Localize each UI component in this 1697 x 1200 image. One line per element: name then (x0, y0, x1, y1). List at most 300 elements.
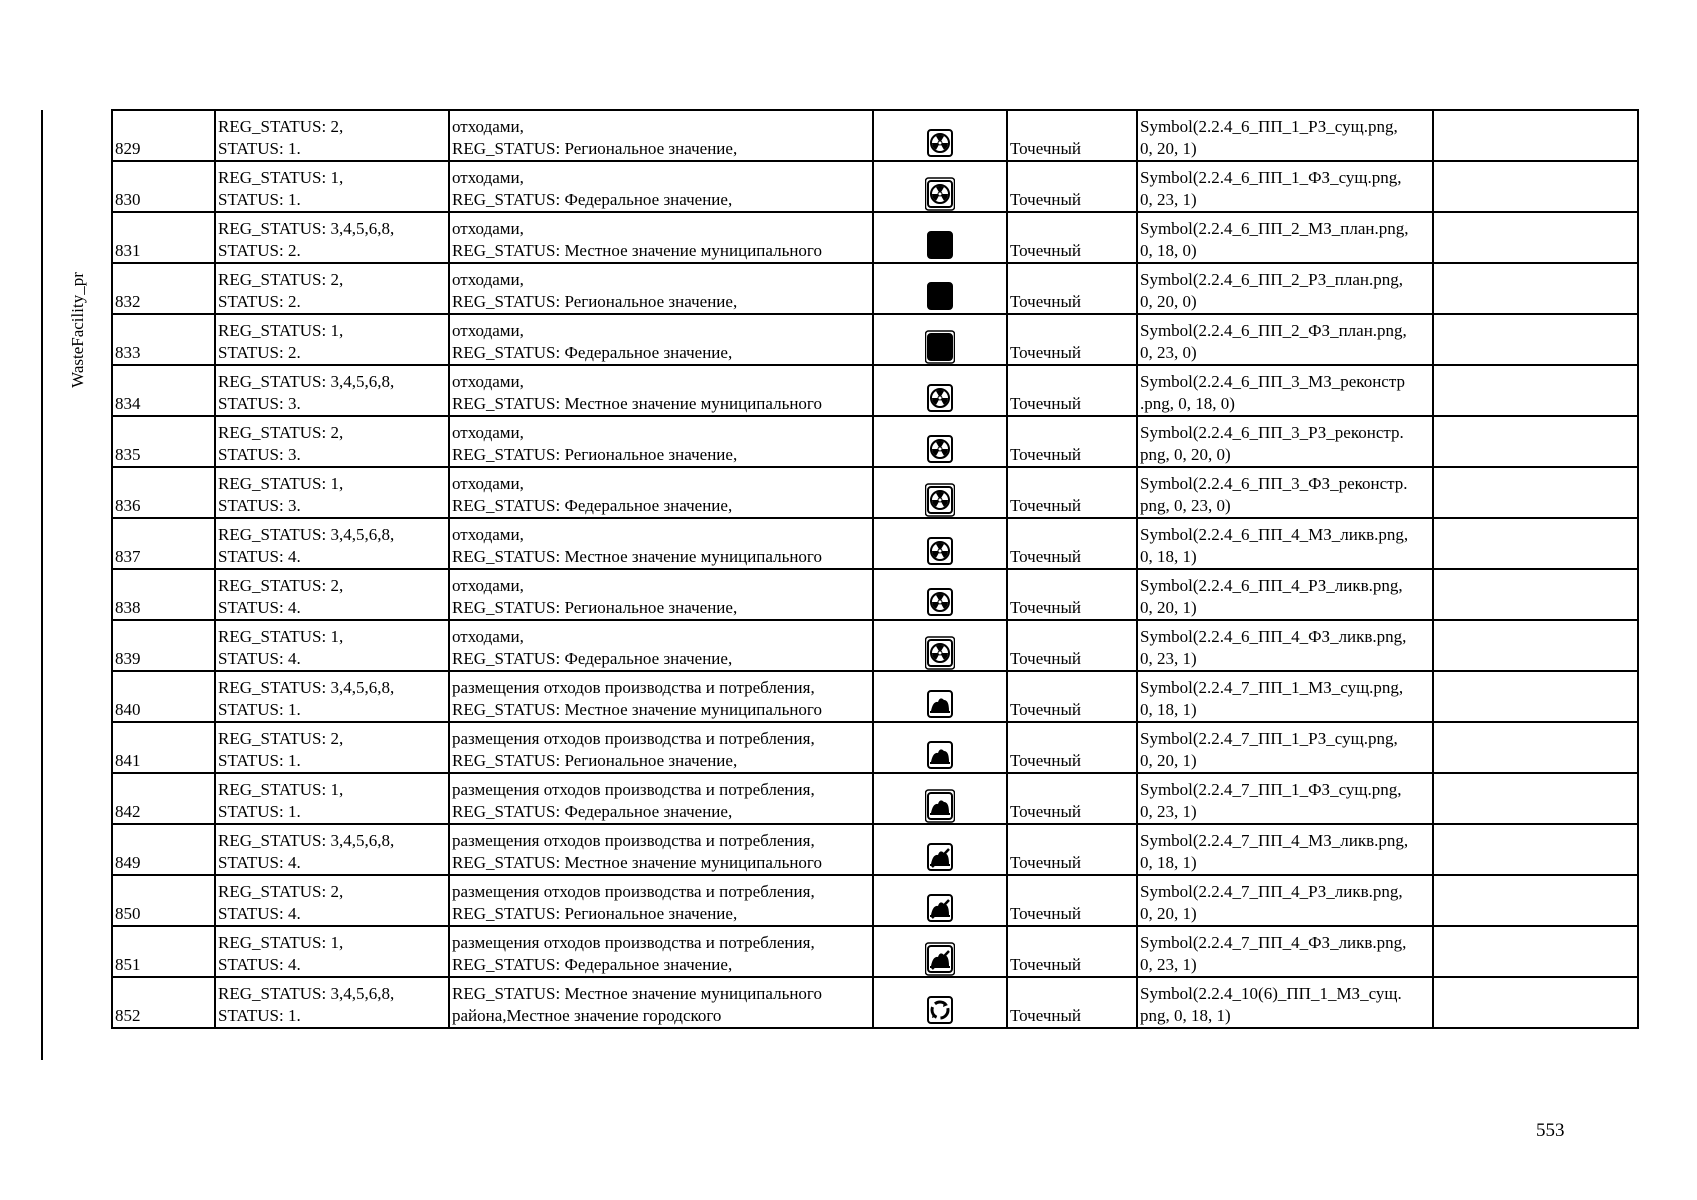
symbol-function-cell (1137, 671, 1433, 722)
description-line: отходами, (452, 627, 524, 646)
symbol-cell (873, 875, 1007, 926)
condition-cell (215, 416, 449, 467)
table-row (112, 161, 1638, 212)
geometry-type-cell (1007, 365, 1137, 416)
table-row (112, 365, 1638, 416)
empty-cell (1433, 773, 1638, 824)
condition-line: STATUS: 4. (218, 955, 301, 974)
symbol-function-line: Symbol(2.2.4_7_ПП_1_МЗ_сущ.png, (1140, 678, 1404, 697)
description-line: REG_STATUS: Местное значение муниципального (452, 394, 822, 413)
description-cell (449, 824, 873, 875)
symbol-function-cell (1137, 875, 1433, 926)
empty-cell (1433, 977, 1638, 1028)
description-line: отходами, (452, 219, 524, 238)
condition-line: STATUS: 1. (218, 139, 301, 158)
empty-cell (1433, 620, 1638, 671)
row-number: 850 (115, 904, 141, 923)
table-row (112, 875, 1638, 926)
row-number-cell (112, 671, 215, 722)
condition-cell (215, 365, 449, 416)
symbol-function-line: Symbol(2.2.4_6_ПП_1_ФЗ_сущ.png, (1140, 168, 1402, 187)
table-row (112, 263, 1638, 314)
radiation-icon (925, 483, 955, 517)
symbol-function-cell (1137, 263, 1433, 314)
condition-line: REG_STATUS: 3,4,5,6,8, (218, 372, 395, 391)
description-line: REG_STATUS: Федеральное значение, (452, 496, 733, 515)
symbol-function-cell (1137, 416, 1433, 467)
symbol-function-line: Symbol(2.2.4_7_ПП_1_РЗ_сущ.png, (1140, 729, 1398, 748)
symbol-cell (873, 824, 1007, 875)
geometry-type-cell (1007, 518, 1137, 569)
description-line: REG_STATUS: Местное значение муниципального (452, 853, 822, 872)
symbol-function-line: 0, 23, 1) (1140, 955, 1197, 974)
row-number-cell (112, 722, 215, 773)
description-cell (449, 314, 873, 365)
row-number: 834 (115, 394, 141, 413)
geometry-type: Точечный (1010, 292, 1082, 311)
row-number-cell (112, 161, 215, 212)
description-line: отходами, (452, 474, 524, 493)
row-number-cell (112, 110, 215, 161)
row-number-cell (112, 212, 215, 263)
condition-line: REG_STATUS: 3,4,5,6,8, (218, 984, 395, 1003)
symbol-function-cell (1137, 977, 1433, 1028)
condition-line: REG_STATUS: 2, (218, 117, 344, 136)
symbol-function-cell (1137, 212, 1433, 263)
condition-cell (215, 671, 449, 722)
symbol-function-line: Symbol(2.2.4_7_ПП_4_РЗ_ликв.png, (1140, 882, 1403, 901)
condition-cell (215, 620, 449, 671)
row-number: 839 (115, 649, 141, 668)
symbol-function-cell (1137, 926, 1433, 977)
row-number-cell (112, 773, 215, 824)
description-line: REG_STATUS: Федеральное значение, (452, 649, 733, 668)
row-number: 840 (115, 700, 141, 719)
condition-line: REG_STATUS: 3,4,5,6,8, (218, 219, 395, 238)
description-line: района,Местное значение городского (452, 1006, 722, 1025)
description-line: REG_STATUS: Местное значение муниципального (452, 547, 822, 566)
description-cell (449, 467, 873, 518)
symbol-function-line: 0, 23, 1) (1140, 190, 1197, 209)
description-line: отходами, (452, 117, 524, 136)
condition-line: REG_STATUS: 3,4,5,6,8, (218, 525, 395, 544)
table-row (112, 977, 1638, 1028)
condition-cell (215, 314, 449, 365)
description-line: REG_STATUS: Федеральное значение, (452, 343, 733, 362)
radiation-icon (925, 636, 955, 670)
geometry-type: Точечный (1010, 598, 1082, 617)
description-line: отходами, (452, 576, 524, 595)
symbol-table (111, 109, 1639, 1029)
condition-line: STATUS: 4. (218, 598, 301, 617)
geometry-type: Точечный (1010, 190, 1082, 209)
description-cell (449, 212, 873, 263)
table-row (112, 671, 1638, 722)
row-number: 842 (115, 802, 141, 821)
description-cell (449, 620, 873, 671)
condition-cell (215, 977, 449, 1028)
description-cell (449, 569, 873, 620)
symbol-table-body (112, 110, 1638, 1028)
geometry-type-cell (1007, 161, 1137, 212)
symbol-cell (873, 212, 1007, 263)
condition-line: STATUS: 4. (218, 853, 301, 872)
symbol-function-line: Symbol(2.2.4_6_ПП_4_МЗ_ликв.png, (1140, 525, 1409, 544)
table-row (112, 416, 1638, 467)
condition-line: STATUS: 3. (218, 445, 301, 464)
geometry-type: Точечный (1010, 751, 1082, 770)
empty-cell (1433, 569, 1638, 620)
symbol-function-cell (1137, 824, 1433, 875)
condition-line: STATUS: 2. (218, 241, 301, 260)
empty-cell (1433, 518, 1638, 569)
geometry-type-cell (1007, 875, 1137, 926)
row-number-cell (112, 824, 215, 875)
description-cell (449, 722, 873, 773)
radiation-icon (925, 585, 955, 619)
geometry-type: Точечный (1010, 1006, 1082, 1025)
radiation-icon (925, 534, 955, 568)
geometry-type-cell (1007, 722, 1137, 773)
row-number: 838 (115, 598, 141, 617)
condition-cell (215, 569, 449, 620)
symbol-cell (873, 722, 1007, 773)
condition-line: REG_STATUS: 1, (218, 627, 344, 646)
landfill-icon (925, 738, 955, 772)
radiation-icon (925, 126, 955, 160)
landfill-crossed-icon (925, 942, 955, 976)
symbol-cell (873, 110, 1007, 161)
row-number-cell (112, 977, 215, 1028)
symbol-cell (873, 314, 1007, 365)
description-line: REG_STATUS: Региональное значение, (452, 904, 738, 923)
description-line: REG_STATUS: Региональное значение, (452, 445, 738, 464)
geometry-type-cell (1007, 977, 1137, 1028)
description-cell (449, 773, 873, 824)
symbol-function-line: Symbol(2.2.4_6_ПП_3_РЗ_реконстр. (1140, 423, 1404, 442)
geometry-type-cell (1007, 773, 1137, 824)
row-number-cell (112, 365, 215, 416)
landfill-icon (925, 687, 955, 721)
table-row (112, 467, 1638, 518)
row-number: 833 (115, 343, 141, 362)
symbol-cell (873, 569, 1007, 620)
geometry-type-cell (1007, 212, 1137, 263)
row-number-cell (112, 620, 215, 671)
geometry-type-cell (1007, 671, 1137, 722)
symbol-function-line: Symbol(2.2.4_6_ПП_3_МЗ_реконстр (1140, 372, 1405, 391)
condition-cell (215, 773, 449, 824)
symbol-function-line: Symbol(2.2.4_7_ПП_4_МЗ_ликв.png, (1140, 831, 1409, 850)
symbol-function-line: Symbol(2.2.4_7_ПП_1_ФЗ_сущ.png, (1140, 780, 1402, 799)
symbol-function-line: 0, 20, 1) (1140, 598, 1197, 617)
condition-line: REG_STATUS: 2, (218, 576, 344, 595)
symbol-function-cell (1137, 365, 1433, 416)
row-number: 852 (115, 1006, 141, 1025)
condition-cell (215, 722, 449, 773)
description-line: размещения отходов производства и потребления, (452, 678, 815, 697)
description-line: отходами, (452, 525, 524, 544)
symbol-function-cell (1137, 722, 1433, 773)
description-cell (449, 518, 873, 569)
recycle-icon (925, 993, 955, 1027)
geometry-type-cell (1007, 416, 1137, 467)
symbol-function-cell (1137, 161, 1433, 212)
condition-line: STATUS: 3. (218, 394, 301, 413)
row-number: 836 (115, 496, 141, 515)
geometry-type-cell (1007, 467, 1137, 518)
description-line: размещения отходов производства и потребления, (452, 933, 815, 952)
condition-cell (215, 518, 449, 569)
geometry-type: Точечный (1010, 445, 1082, 464)
geometry-type: Точечный (1010, 853, 1082, 872)
geometry-type: Точечный (1010, 955, 1082, 974)
row-number-cell (112, 926, 215, 977)
empty-cell (1433, 722, 1638, 773)
row-number: 835 (115, 445, 141, 464)
geometry-type: Точечный (1010, 241, 1082, 260)
filled-square-icon (925, 330, 955, 364)
symbol-function-cell (1137, 518, 1433, 569)
condition-cell (215, 263, 449, 314)
row-number-cell (112, 416, 215, 467)
condition-cell (215, 467, 449, 518)
geometry-type-cell (1007, 110, 1137, 161)
condition-line: REG_STATUS: 3,4,5,6,8, (218, 678, 395, 697)
condition-line: REG_STATUS: 2, (218, 270, 344, 289)
table-row (112, 314, 1638, 365)
row-number: 830 (115, 190, 141, 209)
geometry-type-cell (1007, 263, 1137, 314)
empty-cell (1433, 263, 1638, 314)
description-cell (449, 110, 873, 161)
empty-cell (1433, 824, 1638, 875)
description-line: REG_STATUS: Федеральное значение, (452, 802, 733, 821)
empty-cell (1433, 875, 1638, 926)
symbol-function-line: Symbol(2.2.4_10(6)_ПП_1_МЗ_сущ. (1140, 984, 1402, 1003)
condition-line: STATUS: 1. (218, 802, 301, 821)
symbol-function-line: 0, 20, 1) (1140, 904, 1197, 923)
geometry-type: Точечный (1010, 139, 1082, 158)
symbol-function-line: 0, 23, 1) (1140, 649, 1197, 668)
left-margin-rule (41, 110, 43, 1060)
table-row (112, 926, 1638, 977)
table-row (112, 110, 1638, 161)
condition-cell (215, 161, 449, 212)
symbol-function-line: Symbol(2.2.4_6_ПП_2_МЗ_план.png, (1140, 219, 1409, 238)
geometry-type: Точечный (1010, 394, 1082, 413)
symbol-function-line: Symbol(2.2.4_6_ПП_2_РЗ_план.png, (1140, 270, 1404, 289)
description-cell (449, 365, 873, 416)
symbol-cell (873, 365, 1007, 416)
symbol-function-line: Symbol(2.2.4_7_ПП_4_ФЗ_ликв.png, (1140, 933, 1407, 952)
row-number-cell (112, 569, 215, 620)
description-cell (449, 416, 873, 467)
symbol-cell (873, 518, 1007, 569)
description-line: отходами, (452, 168, 524, 187)
geometry-type-cell (1007, 824, 1137, 875)
description-line: REG_STATUS: Федеральное значение, (452, 190, 733, 209)
symbol-function-line: 0, 18, 1) (1140, 853, 1197, 872)
radiation-icon (925, 177, 955, 211)
landfill-icon (925, 789, 955, 823)
condition-line: REG_STATUS: 1, (218, 168, 344, 187)
description-cell (449, 161, 873, 212)
condition-line: REG_STATUS: 2, (218, 882, 344, 901)
description-line: REG_STATUS: Местное значение муниципального (452, 984, 822, 1003)
row-number: 831 (115, 241, 141, 260)
symbol-cell (873, 773, 1007, 824)
radiation-icon (925, 381, 955, 415)
condition-line: STATUS: 4. (218, 547, 301, 566)
condition-line: REG_STATUS: 2, (218, 423, 344, 442)
empty-cell (1433, 161, 1638, 212)
row-number-cell (112, 263, 215, 314)
condition-cell (215, 212, 449, 263)
symbol-cell (873, 620, 1007, 671)
table-row (112, 518, 1638, 569)
geometry-type: Точечный (1010, 700, 1082, 719)
condition-line: STATUS: 2. (218, 292, 301, 311)
symbol-cell (873, 263, 1007, 314)
table-row (112, 620, 1638, 671)
description-line: REG_STATUS: Местное значение муниципального (452, 700, 822, 719)
condition-line: REG_STATUS: 1, (218, 933, 344, 952)
empty-cell (1433, 467, 1638, 518)
description-line: REG_STATUS: Региональное значение, (452, 598, 738, 617)
condition-line: STATUS: 1. (218, 1006, 301, 1025)
description-line: размещения отходов производства и потребления, (452, 831, 815, 850)
condition-line: REG_STATUS: 2, (218, 729, 344, 748)
empty-cell (1433, 212, 1638, 263)
condition-line: REG_STATUS: 1, (218, 780, 344, 799)
symbol-function-cell (1137, 569, 1433, 620)
table-row (112, 824, 1638, 875)
geometry-type: Точечный (1010, 649, 1082, 668)
symbol-function-line: 0, 18, 1) (1140, 700, 1197, 719)
description-cell (449, 263, 873, 314)
condition-line: REG_STATUS: 3,4,5,6,8, (218, 831, 395, 850)
page-number: 553 (1536, 1120, 1565, 1141)
geometry-type-cell (1007, 569, 1137, 620)
description-line: REG_STATUS: Местное значение муниципального (452, 241, 822, 260)
empty-cell (1433, 416, 1638, 467)
symbol-function-cell (1137, 620, 1433, 671)
description-line: размещения отходов производства и потребления, (452, 780, 815, 799)
condition-cell (215, 875, 449, 926)
symbol-function-line: Symbol(2.2.4_6_ПП_2_ФЗ_план.png, (1140, 321, 1407, 340)
symbol-function-line: .png, 0, 18, 0) (1140, 394, 1235, 413)
row-number: 829 (115, 139, 141, 158)
condition-line: STATUS: 4. (218, 904, 301, 923)
symbol-function-cell (1137, 467, 1433, 518)
description-line: отходами, (452, 270, 524, 289)
symbol-function-cell (1137, 110, 1433, 161)
condition-line: STATUS: 1. (218, 751, 301, 770)
symbol-function-line: Symbol(2.2.4_6_ПП_4_ФЗ_ликв.png, (1140, 627, 1407, 646)
symbol-cell (873, 926, 1007, 977)
symbol-function-cell (1137, 314, 1433, 365)
table-row (112, 212, 1638, 263)
empty-cell (1433, 365, 1638, 416)
description-line: REG_STATUS: Федеральное значение, (452, 955, 733, 974)
row-number-cell (112, 467, 215, 518)
condition-cell (215, 926, 449, 977)
description-line: отходами, (452, 372, 524, 391)
condition-cell (215, 824, 449, 875)
row-number: 851 (115, 955, 141, 974)
condition-line: REG_STATUS: 1, (218, 321, 344, 340)
symbol-function-line: Symbol(2.2.4_6_ПП_1_РЗ_сущ.png, (1140, 117, 1398, 136)
symbol-cell (873, 467, 1007, 518)
condition-line: STATUS: 1. (218, 190, 301, 209)
symbol-function-line: 0, 18, 0) (1140, 241, 1197, 260)
landfill-crossed-icon (925, 891, 955, 925)
table-row (112, 773, 1638, 824)
description-line: размещения отходов производства и потребления, (452, 729, 815, 748)
table-row (112, 722, 1638, 773)
symbol-function-cell (1137, 773, 1433, 824)
geometry-type: Точечный (1010, 802, 1082, 821)
description-line: REG_STATUS: Региональное значение, (452, 139, 738, 158)
geometry-type: Точечный (1010, 496, 1082, 515)
geometry-type: Точечный (1010, 547, 1082, 566)
geometry-type-cell (1007, 926, 1137, 977)
description-line: REG_STATUS: Региональное значение, (452, 751, 738, 770)
row-number-cell (112, 314, 215, 365)
description-cell (449, 977, 873, 1028)
row-number: 832 (115, 292, 141, 311)
symbol-function-line: png, 0, 20, 0) (1140, 445, 1231, 464)
layer-name-label: WasteFacility_pr (68, 272, 87, 388)
symbol-function-line: 0, 20, 1) (1140, 751, 1197, 770)
filled-square-icon (925, 228, 955, 262)
geometry-type-cell (1007, 314, 1137, 365)
condition-line: STATUS: 2. (218, 343, 301, 362)
symbol-function-line: 0, 20, 0) (1140, 292, 1197, 311)
symbol-function-line: 0, 23, 1) (1140, 802, 1197, 821)
symbol-function-line: Symbol(2.2.4_6_ПП_4_РЗ_ликв.png, (1140, 576, 1403, 595)
condition-line: STATUS: 3. (218, 496, 301, 515)
empty-cell (1433, 671, 1638, 722)
empty-cell (1433, 110, 1638, 161)
radiation-icon (925, 432, 955, 466)
landfill-crossed-icon (925, 840, 955, 874)
symbol-cell (873, 671, 1007, 722)
condition-line: STATUS: 4. (218, 649, 301, 668)
description-line: размещения отходов производства и потребления, (452, 882, 815, 901)
symbol-function-line: png, 0, 18, 1) (1140, 1006, 1231, 1025)
condition-line: REG_STATUS: 1, (218, 474, 344, 493)
row-number: 849 (115, 853, 141, 872)
condition-line: STATUS: 1. (218, 700, 301, 719)
filled-square-icon (925, 279, 955, 313)
row-number-cell (112, 518, 215, 569)
description-line: отходами, (452, 423, 524, 442)
description-cell (449, 671, 873, 722)
symbol-function-line: png, 0, 23, 0) (1140, 496, 1231, 515)
symbol-cell (873, 416, 1007, 467)
symbol-function-line: 0, 20, 1) (1140, 139, 1197, 158)
geometry-type: Точечный (1010, 343, 1082, 362)
description-line: отходами, (452, 321, 524, 340)
description-cell (449, 926, 873, 977)
description-line: REG_STATUS: Региональное значение, (452, 292, 738, 311)
empty-cell (1433, 926, 1638, 977)
geometry-type: Точечный (1010, 904, 1082, 923)
empty-cell (1433, 314, 1638, 365)
row-number: 841 (115, 751, 141, 770)
